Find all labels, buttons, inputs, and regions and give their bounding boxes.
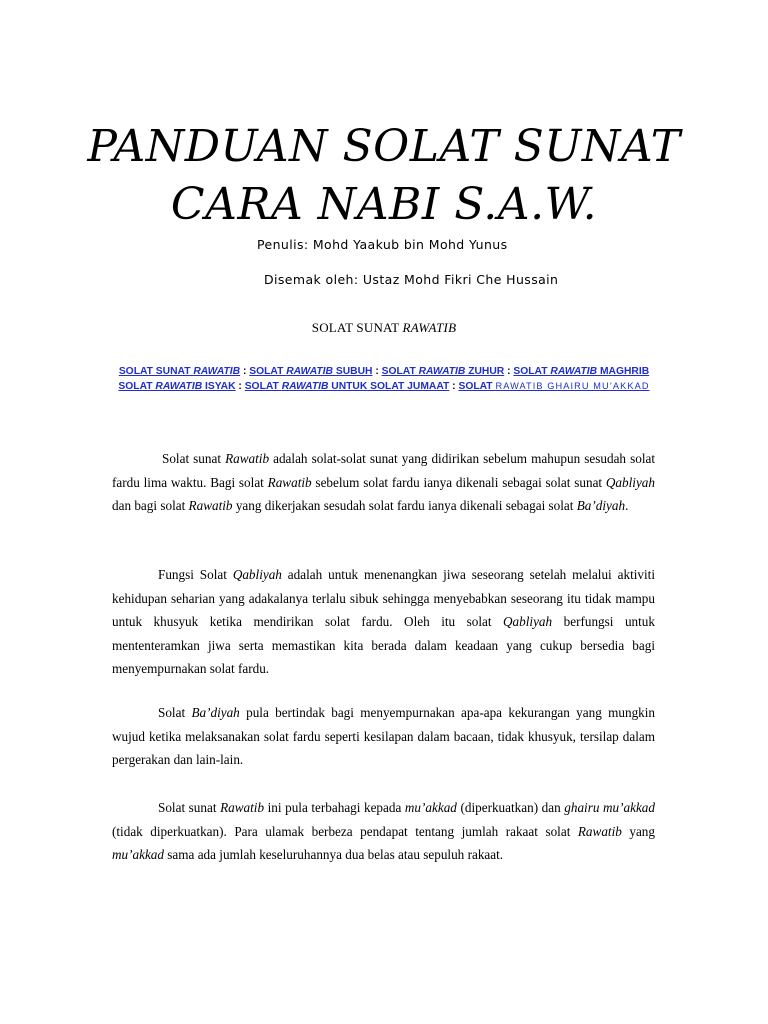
nav-link-rawatib-zuhur[interactable]: SOLAT RAWATIB ZUHUR bbox=[381, 366, 505, 377]
author-line: Penulis: Mohd Yaakub bin Mohd Yunus bbox=[257, 237, 508, 252]
nav-link-rawatib-ghairu-muakkad[interactable]: SOLAT RAWATIB GHAIRU MU’AKKAD bbox=[458, 381, 650, 392]
nav-link-rawatib-jumaat[interactable]: SOLAT RAWATIB UNTUK SOLAT JUMAAT bbox=[244, 381, 450, 392]
title-line-1: PANDUAN SOLAT SUNAT bbox=[87, 121, 681, 172]
reviewer-line: Disemak oleh: Ustaz Mohd Fikri Che Hussain bbox=[264, 272, 559, 287]
section-em: RAWATIB bbox=[402, 320, 457, 335]
section-heading bbox=[0, 320, 768, 336]
paragraph-3: Solat Ba’diyah pula bertindak bagi menyempurnakan apa-apa kekurangan yang mungkin wujud ketika melaksanakan solat fardu seperti kesilapan dalam bacaan, tidak khusyuk, tersilap dalam pergerakan dan lain-lain. bbox=[112, 705, 656, 768]
nav-separator: : bbox=[240, 366, 250, 377]
section-prefix: SOLAT SUNAT bbox=[311, 320, 403, 335]
nav-separator: : bbox=[235, 381, 245, 392]
nav-separator: : bbox=[449, 381, 459, 392]
nav-separator: : bbox=[372, 366, 382, 377]
paragraph-2: Fungsi Solat Qabliyah adalah untuk menenangkan jiwa seseorang setelah melalui aktiviti kehidupan seharian yang adakalanya terlalu sibuk sehingga menyebabkan seseorang itu tidak mampu untuk khusyuk ketika mendirikan solat fardu. Oleh itu solat Qabliyah berfungsi untuk mententeramkan jiwa serta memastikan kita berada dalam keadaan yang cukup bersedia bagi menyempurnakan solat fardu. bbox=[112, 567, 655, 677]
nav-link-rawatib-isyak[interactable]: SOLAT RAWATIB ISYAK bbox=[118, 381, 236, 392]
nav-separator: : bbox=[504, 366, 514, 377]
paragraph-4: Solat sunat Rawatib ini pula terbahagi kepada mu’akkad (diperkuatkan) dan ghairu mu’akkad (tidak diperkuatkan). Para ulamak berbeza pendapat tentang jumlah rakaat solat Rawatib yang mu’akkad sama ada jumlah keseluruhannya dua belas atau sepuluh rakaat. bbox=[112, 800, 655, 863]
document-title bbox=[0, 118, 768, 234]
title-line-2: CARA NABI S.A.W. bbox=[170, 179, 598, 230]
paragraph-1: Solat sunat Rawatib adalah solat-solat sunat yang didirikan sebelum mahupun sesudah solat fardu lima waktu. Bagi solat Rawatib sebelum solat fardu ianya dikenali sebagai solat sunat Qabliyah dan bagi solat Rawatib yang dikerjakan sesudah solat fardu ianya dikenali sebagai solat Ba’diyah. bbox=[112, 451, 655, 514]
nav-link-solat-sunat-rawatib[interactable]: SOLAT SUNAT RAWATIB bbox=[118, 366, 241, 377]
nav-link-rawatib-subuh[interactable]: SOLAT RAWATIB SUBUH bbox=[249, 366, 373, 377]
navigation-links bbox=[110, 365, 658, 394]
nav-link-rawatib-maghrib[interactable]: SOLAT RAWATIB MAGHRIB bbox=[513, 366, 650, 377]
